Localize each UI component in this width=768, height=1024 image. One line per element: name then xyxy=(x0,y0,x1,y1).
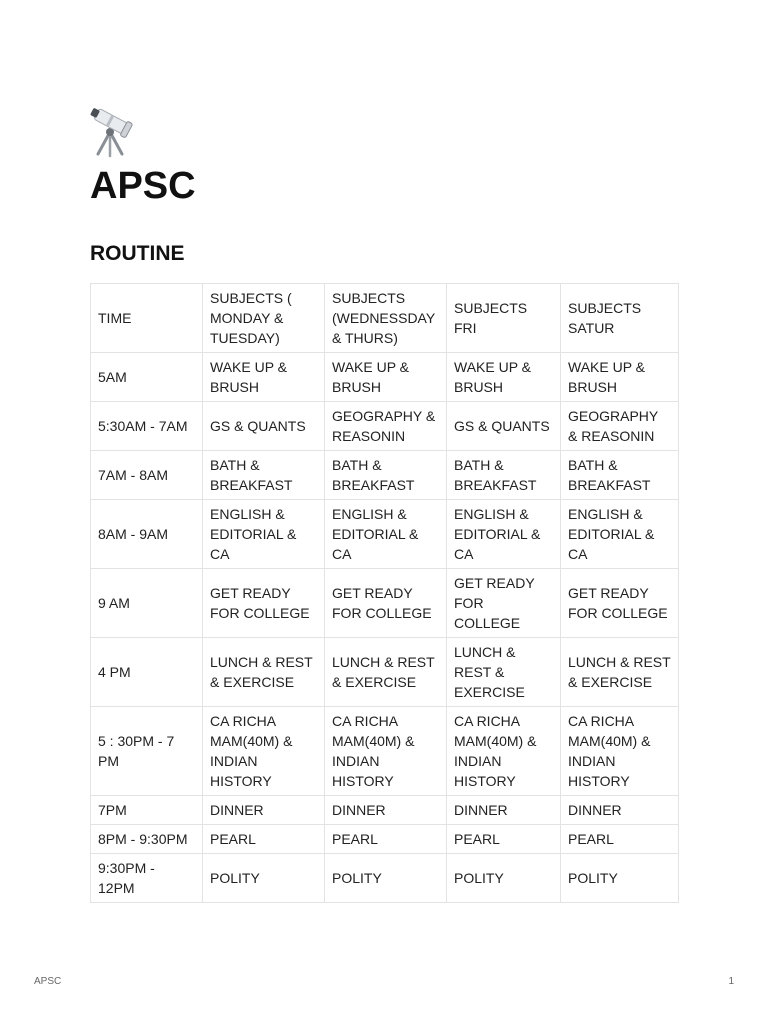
table-cell: LUNCH & REST & EXERCISE xyxy=(561,638,679,707)
table-row xyxy=(91,569,679,638)
table-cell: 9 AM xyxy=(91,569,203,638)
table-cell: GEOGRAPHY & REASONIN xyxy=(561,402,679,451)
table-cell: ENGLISH & EDITORIAL & CA xyxy=(203,500,325,569)
table-cell: 8PM - 9:30PM xyxy=(91,825,203,854)
table-cell: 7AM - 8AM xyxy=(91,451,203,500)
table-cell: 5 : 30PM - 7 PM xyxy=(91,707,203,796)
table-cell: SUBJECTS (WEDNESSDAY & THURS) xyxy=(325,284,447,353)
table-cell: PEARL xyxy=(325,825,447,854)
table-cell: LUNCH & REST & EXERCISE xyxy=(203,638,325,707)
table-cell: BATH & BREAKFAST xyxy=(203,451,325,500)
table-cell: ENGLISH & EDITORIAL & CA xyxy=(447,500,561,569)
table-row xyxy=(91,402,679,451)
table-cell: 7PM xyxy=(91,796,203,825)
table-cell: DINNER xyxy=(203,796,325,825)
table-cell: GET READY FOR COLLEGE xyxy=(203,569,325,638)
table-row xyxy=(91,353,679,402)
table-cell: 9:30PM - 12PM xyxy=(91,854,203,903)
table-cell: 5AM xyxy=(91,353,203,402)
table-cell: WAKE UP & BRUSH xyxy=(447,353,561,402)
table-cell: SUBJECTS ( MONDAY & TUESDAY) xyxy=(203,284,325,353)
table-cell: ENGLISH & EDITORIAL & CA xyxy=(561,500,679,569)
table-cell: WAKE UP & BRUSH xyxy=(203,353,325,402)
table-cell: BATH & BREAKFAST xyxy=(561,451,679,500)
table-row xyxy=(91,825,679,854)
table-cell: CA RICHA MAM(40M) & INDIAN HISTORY xyxy=(325,707,447,796)
table-cell: LUNCH & REST & EXERCISE xyxy=(447,638,561,707)
table-cell: BATH & BREAKFAST xyxy=(325,451,447,500)
table-cell: CA RICHA MAM(40M) & INDIAN HISTORY xyxy=(447,707,561,796)
table-cell: WAKE UP & BRUSH xyxy=(325,353,447,402)
table-cell: DINNER xyxy=(447,796,561,825)
table-cell: GS & QUANTS xyxy=(447,402,561,451)
table-cell: CA RICHA MAM(40M) & INDIAN HISTORY xyxy=(561,707,679,796)
table-row xyxy=(91,707,679,796)
table-cell: 4 PM xyxy=(91,638,203,707)
table-row xyxy=(91,500,679,569)
table-cell: SUBJECTS FRI xyxy=(447,284,561,353)
table-cell: GET READY FOR COLLEGE xyxy=(561,569,679,638)
table-cell: GET READY FOR COLLEGE xyxy=(447,569,561,638)
page-number: 1 xyxy=(728,976,734,987)
table-row xyxy=(91,284,679,353)
table-cell: PEARL xyxy=(203,825,325,854)
table-cell: ENGLISH & EDITORIAL & CA xyxy=(325,500,447,569)
table-row xyxy=(91,796,679,825)
table-row xyxy=(91,854,679,903)
table-row xyxy=(91,451,679,500)
table-cell: POLITY xyxy=(203,854,325,903)
table-cell: GEOGRAPHY & REASONIN xyxy=(325,402,447,451)
table-cell: LUNCH & REST & EXERCISE xyxy=(325,638,447,707)
table-cell: PEARL xyxy=(447,825,561,854)
table-cell: DINNER xyxy=(561,796,679,825)
table-cell: POLITY xyxy=(561,854,679,903)
table-cell: CA RICHA MAM(40M) & INDIAN HISTORY xyxy=(203,707,325,796)
table-cell: 8AM - 9AM xyxy=(91,500,203,569)
telescope-icon xyxy=(88,100,134,158)
page-title: APSC xyxy=(90,165,196,207)
table-cell: PEARL xyxy=(561,825,679,854)
table-cell: TIME xyxy=(91,284,203,353)
table-cell: POLITY xyxy=(447,854,561,903)
routine-table xyxy=(90,283,679,903)
table-cell: DINNER xyxy=(325,796,447,825)
footer-title: APSC xyxy=(34,976,62,987)
table-cell: GET READY FOR COLLEGE xyxy=(325,569,447,638)
table-cell: 5:30AM - 7AM xyxy=(91,402,203,451)
table-cell: GS & QUANTS xyxy=(203,402,325,451)
table-cell: SUBJECTS SATUR xyxy=(561,284,679,353)
section-heading: ROUTINE xyxy=(90,242,185,265)
table-cell: WAKE UP & BRUSH xyxy=(561,353,679,402)
table-row xyxy=(91,638,679,707)
table-cell: BATH & BREAKFAST xyxy=(447,451,561,500)
table-cell: POLITY xyxy=(325,854,447,903)
